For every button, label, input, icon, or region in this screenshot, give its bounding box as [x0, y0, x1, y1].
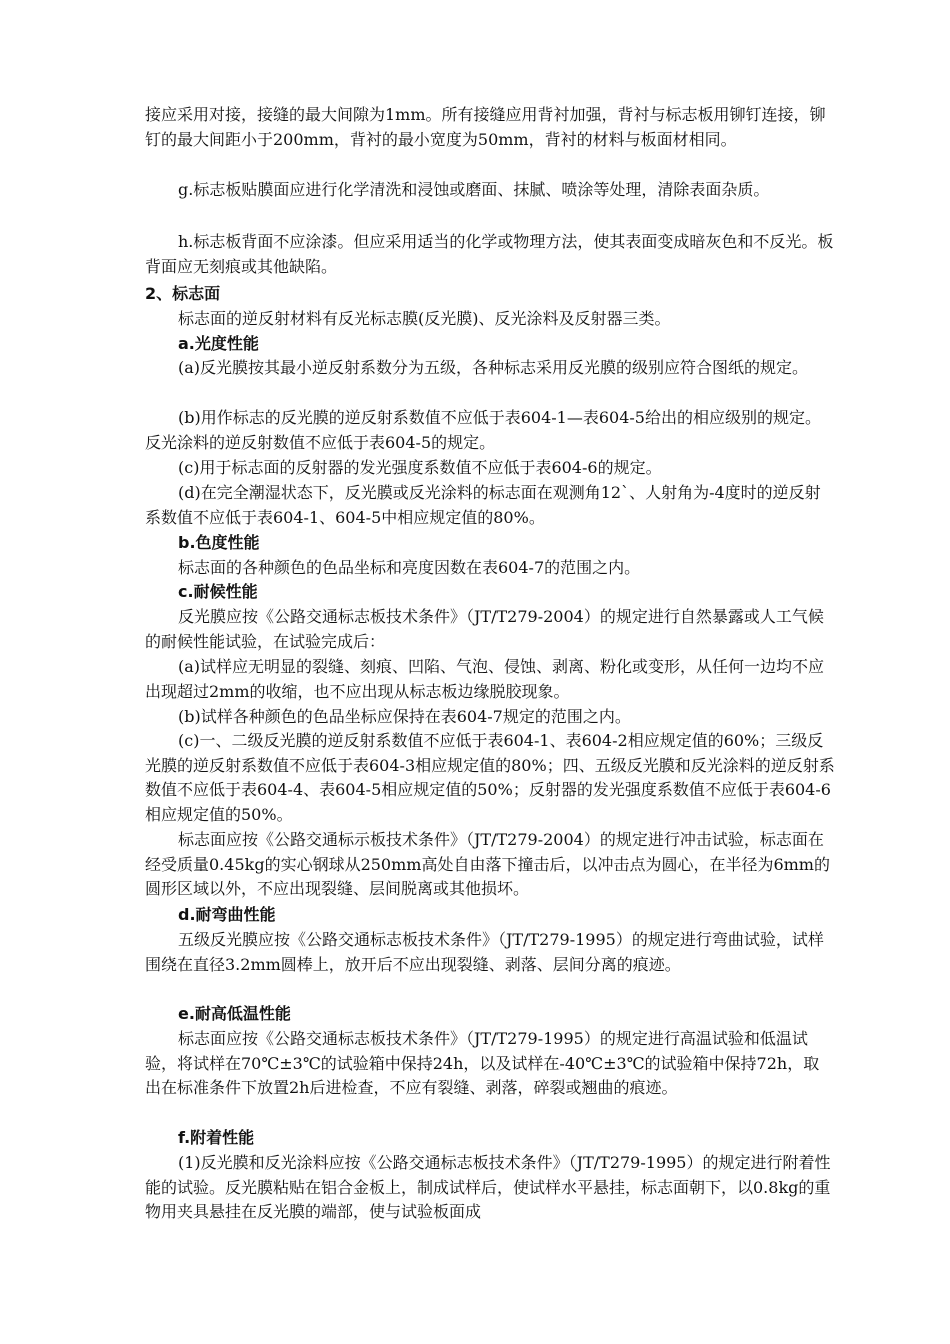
paragraph-joint-backing: 接应采用对接，接缝的最大间隙为1mm。所有接缝应用背衬加强，背衬与标志板用铆钉连接，铆钉的最大间距小于200mm，背衬的最小宽度为50mm，背衬的材料与板面材相同。	[145, 105, 826, 149]
paragraph-d-bending: 五级反光膜应按《公路交通标志板技术条件》（JT/T279-1995）的规定进行弯曲试验，试样围绕在直径3.2mm圆棒上，放开后不应出现裂缝、剥落、层间分离的痕迹。	[145, 930, 824, 974]
paragraph-h-back-side: h.标志板背面不应涂漆。但应采用适当的化学或物理方法，使其表面变成暗灰色和不反光。板背面应无刻痕或其他缺陷。	[145, 232, 834, 276]
paragraph-e-temperature: 标志面应按《公路交通标志板技术条件》（JT/T279-1995）的规定进行高温试验和低温试验，将试样在70℃±3℃的试验箱中保持24h，以及试样在-40℃±3℃的试验箱中保持72h，取出在标准条件下放置2h后进检查，不应有裂缝、剥落，碎裂或翘曲的痕迹。	[145, 1029, 820, 1097]
paragraph-c-c: (c)一、二级反光膜的逆反射系数值不应低于表604-1、表604-2相应规定值的60%；三级反光膜的逆反射系数值不应低于表604-3相应规定值的80%；四、五级反光膜和反光涂料的逆反射系数值不应低于表604-4、表604-5相应规定值的50%；反射器的发光强度系数值不应低于表604-6相应规定值的50%。	[145, 731, 835, 824]
paragraph-b-color: 标志面的各种颜色的色品坐标和亮度因数在表604-7的范围之内。	[178, 558, 641, 577]
paragraph-f-adhesion: (1)反光膜和反光涂料应按《公路交通标志板技术条件》（JT/T279-1995）的规定进行附着性能的试验。反光膜粘贴在铝合金板上，制成试样后，使试样水平悬挂，标志面朝下，以0.8kg的重物用夹具悬挂在反光膜的端部，使与试验板面成	[145, 1153, 831, 1221]
paragraph-c-b: (b)试样各种颜色的色品坐标应保持在表604-7规定的范围之内。	[178, 707, 631, 726]
paragraph-a-a: (a)反光膜按其最小逆反射系数分为五级，各种标志采用反光膜的级别应符合图纸的规定。	[178, 358, 809, 377]
subheading-temperature: e.耐高低温性能	[178, 1004, 291, 1023]
subheading-bending: d.耐弯曲性能	[178, 905, 276, 924]
paragraph-c-intro: 反光膜应按《公路交通标志板技术条件》（JT/T279-2004）的规定进行自然暴露或人工气候的耐候性能试验，在试验完成后：	[145, 607, 824, 651]
subheading-photometric: a.光度性能	[178, 334, 259, 353]
paragraph-a-d: (d)在完全潮湿状态下，反光膜或反光涂料的标志面在观测角12`、人射角为-4度时的逆反射系数值不应低于表604-1、604-5中相应规定值的80%。	[145, 483, 821, 527]
subheading-chromaticity: b.色度性能	[178, 533, 260, 552]
paragraph-g-surface-treatment: g.标志板贴膜面应进行化学清洗和浸蚀或磨面、抹腻、喷涂等处理，清除表面杂质。	[178, 180, 770, 199]
subheading-weathering: c.耐候性能	[178, 582, 258, 601]
paragraph-retroreflective-materials: 标志面的逆反射材料有反光标志膜(反光膜)、反光涂料及反射器三类。	[178, 309, 671, 328]
paragraph-a-c: (c)用于标志面的反射器的发光强度系数值不应低于表604-6的规定。	[178, 458, 662, 477]
paragraph-impact-test: 标志面应按《公路交通标示板技术条件》（JT/T279-2004）的规定进行冲击试验，标志面在经受质量0.45kg的实心钢球从250mm高处自由落下撞击后，以冲击点为圆心，在半径为6mm的圆形区域以外，不应出现裂缝、层间脱离或其他损坏。	[145, 830, 830, 898]
paragraph-c-a: (a)试样应无明显的裂缝、刻痕、凹陷、气泡、侵蚀、剥离、粉化或变形，从任何一边均不应出现超过2mm的收缩，也不应出现从标志板边缘脱胶现象。	[145, 657, 825, 701]
subheading-adhesion: f.附着性能	[178, 1128, 255, 1147]
section-heading-sign-face: 2、标志面	[145, 284, 221, 303]
paragraph-a-b: (b)用作标志的反光膜的逆反射系数值不应低于表604-1—表604-5给出的相应级别的规定。反光涂料的逆反射数值不应低于表604-5的规定。	[145, 408, 821, 452]
